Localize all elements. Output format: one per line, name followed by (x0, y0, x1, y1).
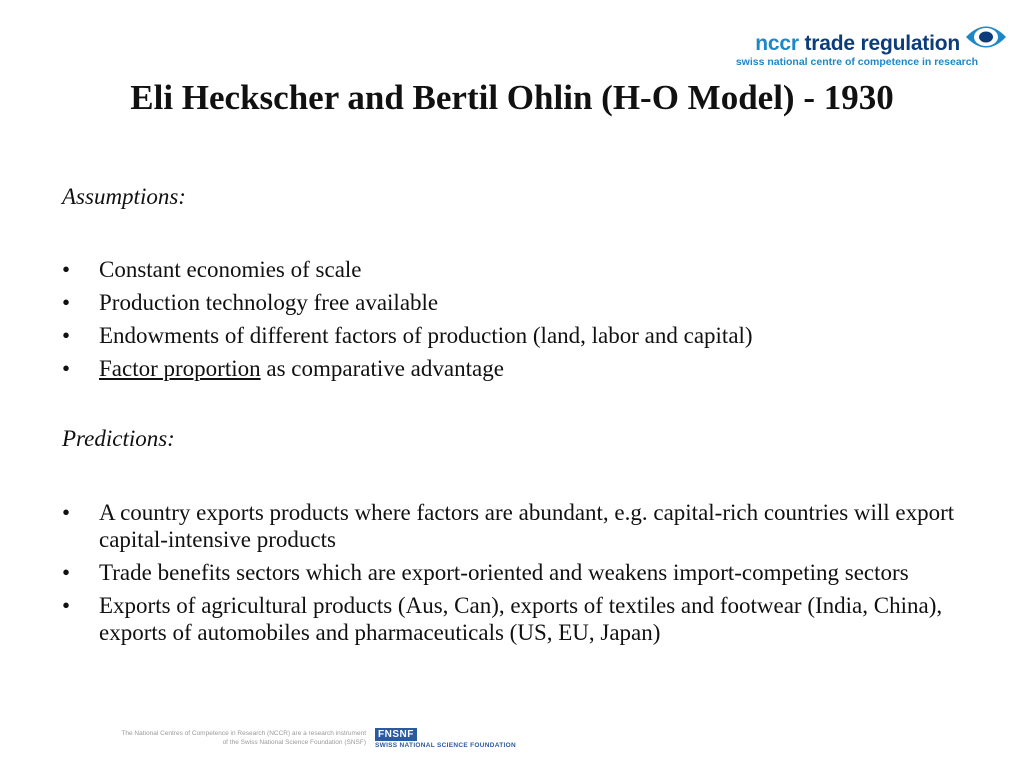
nccr-logo (718, 14, 1008, 74)
bullet-icon: • (62, 500, 71, 525)
bullet-icon: • (62, 290, 71, 315)
list-item (62, 256, 962, 283)
logo-word-trade-regulation: trade regulation (804, 32, 960, 55)
logo-word-nccr: nccr (755, 32, 799, 55)
eye-icon (964, 20, 1008, 54)
snsf-logo (375, 728, 516, 752)
footer-note (66, 729, 366, 747)
bullet-icon: • (62, 560, 71, 585)
list-item-text: Endowments of different factors of production (land, labor and capital) (99, 323, 753, 348)
list-item (62, 559, 962, 586)
list-item-text: A country exports products where factors are abundant, e.g. capital-rich countries will export capital-intensive products (99, 500, 955, 552)
list-item-text: Exports of agricultural products (Aus, Can), exports of textiles and footwear (India, China), exports of automobiles and pharmaceuticals (US, EU, Japan) (99, 593, 943, 645)
list-item (62, 592, 962, 646)
snsf-badge: FNSNF (375, 728, 417, 741)
assumptions-list (62, 256, 962, 382)
bullet-icon: • (62, 323, 71, 348)
bullet-icon: • (62, 257, 71, 282)
list-item-text: as comparative advantage (260, 356, 504, 381)
bullet-icon: • (62, 593, 71, 618)
underlined-term: Factor proportion (99, 356, 261, 381)
slide-body (62, 182, 962, 652)
snsf-label: SWISS NATIONAL SCIENCE FOUNDATION (375, 742, 516, 749)
list-item (62, 322, 962, 349)
assumptions-heading: Assumptions: (62, 184, 186, 209)
logo-wordmark (755, 32, 960, 56)
predictions-heading: Predictions: (62, 426, 175, 451)
logo-tagline: swiss national centre of competence in research (735, 56, 978, 68)
list-item-text: Production technology free available (99, 290, 439, 315)
predictions-list (62, 499, 962, 646)
list-item (62, 355, 962, 382)
footer-line-2: of the Swiss National Science Foundation (SNSF) (222, 739, 366, 746)
bullet-icon: • (62, 356, 71, 381)
footer-line-1: The National Centres of Competence in Research (NCCR) are a research instrument (121, 730, 366, 737)
list-item (62, 289, 962, 316)
list-item-text: Trade benefits sectors which are export-oriented and weakens import-competing sectors (99, 560, 909, 585)
list-item (62, 499, 962, 553)
list-item-text: Constant economies of scale (99, 257, 362, 282)
slide-title: Eli Heckscher and Bertil Ohlin (H-O Model) - 1930 (130, 78, 894, 117)
